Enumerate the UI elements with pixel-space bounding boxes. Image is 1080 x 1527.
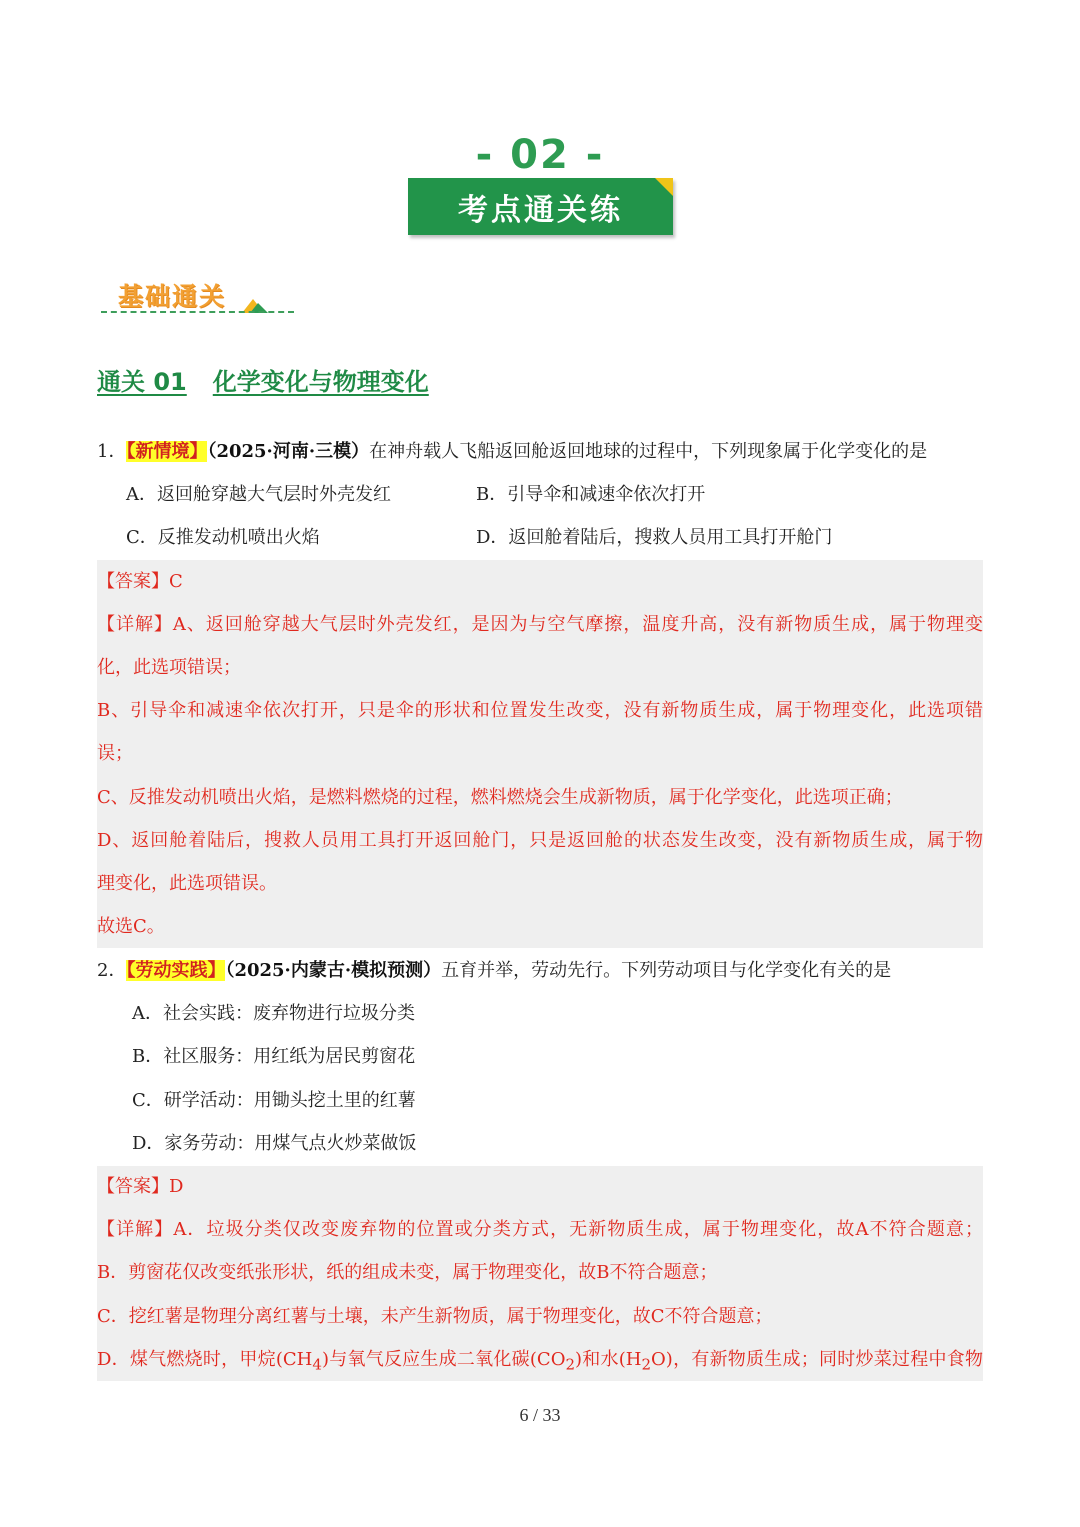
explanation-line: [97, 1347, 983, 1378]
question-source: （2025·河南·三模）: [207, 441, 370, 462]
formula-subscript: 4: [312, 1355, 322, 1374]
question-number: 1．: [97, 441, 127, 462]
option-a: A．社会实践：废弃物进行垃圾分类: [132, 1003, 415, 1024]
formula-text: D．煤气燃烧时，甲烷(CH: [97, 1349, 313, 1370]
formula-subscript: 2: [641, 1355, 652, 1374]
explanation-line: B、引导伞和减速伞依次打开，只是伞的形状和位置发生改变，没有新物质生成，属于物理变化，此选项错: [97, 700, 983, 721]
section-label: 基础通关: [118, 282, 227, 311]
option-d: D．返回舱着陆后，搜救人员用工具打开舱门: [476, 527, 833, 548]
explanation-line: B．剪窗花仅改变纸张形状，纸的组成未变，属于物理变化，故B不符合题意；: [97, 1262, 718, 1283]
question-tag: 【劳动实践】: [126, 960, 226, 981]
topic-title: 化学变化与物理变化: [212, 368, 429, 396]
option-d: D．家务劳动：用煤气点火炒菜做饭: [132, 1133, 417, 1154]
question-stem: [97, 439, 927, 465]
answer-box: [97, 560, 983, 948]
answer-box: [97, 1166, 983, 1381]
explanation-line: C．挖红薯是物理分离红薯与土壤，未产生新物质，属于物理变化，故C不符合题意；: [97, 1306, 773, 1327]
explanation-line: D、返回舱着陆后，搜救人员用工具打开返回舱门，只是返回舱的状态发生改变，没有新物质生成，属于物: [97, 830, 983, 851]
explanation-line: 化，此选项错误；: [97, 657, 241, 678]
banner-title: 考点通关练: [458, 192, 623, 228]
option-c: C．研学活动：用锄头挖土里的红薯: [132, 1090, 416, 1111]
question-text: 五育并举，劳动先行。下列劳动项目与化学变化有关的是: [441, 960, 892, 981]
chapter-banner: [408, 178, 673, 235]
topic-code: 通关 01: [97, 368, 187, 396]
explanation-line: 故选C。: [97, 916, 165, 937]
formula-text: )与氧气反应生成二氧化碳(CO: [321, 1349, 566, 1370]
question-source: （2025·内蒙古·模拟预测）: [225, 960, 442, 981]
explanation-line: 【详解】A、返回舱穿越大气层时外壳发红，是因为与空气摩擦，温度升高，没有新物质生成，属于物理变: [97, 614, 983, 635]
formula-text: )和水(H: [575, 1349, 642, 1370]
option-a: A．返回舱穿越大气层时外壳发红: [126, 484, 391, 505]
page-number: 6 / 33: [519, 1405, 561, 1425]
answer-line: 【答案】D: [97, 1176, 184, 1197]
explanation-line: C、反推发动机喷出火焰，是燃料燃烧的过程，燃料燃烧会生成新物质，属于化学变化，此选项正确；: [97, 787, 903, 808]
question-text: 在神舟载人飞船返回舱返回地球的过程中，下列现象属于化学变化的是: [369, 441, 928, 462]
option-b: B．引导伞和减速伞依次打开: [476, 484, 706, 505]
section-label-underline: [101, 311, 294, 313]
formula-text: O)，有新物质生成；同时炒菜过程中食物: [651, 1349, 983, 1370]
option-b: B．社区服务：用红纸为居民剪窗花: [132, 1046, 416, 1067]
question-number: 2．: [97, 960, 127, 981]
section-number: - 02 -: [475, 132, 605, 178]
topic-heading: [97, 362, 429, 397]
explanation-line: 理变化，此选项错误。: [97, 873, 277, 894]
explanation-line: 误；: [97, 743, 133, 764]
formula-subscript: 2: [565, 1355, 576, 1374]
question-stem: [97, 958, 891, 984]
option-c: C．反推发动机喷出火焰: [126, 527, 320, 548]
explanation-line: 【详解】A．垃圾分类仅改变废弃物的位置或分类方式，无新物质生成，属于物理变化，故A不符合题意；: [97, 1219, 983, 1240]
answer-line: 【答案】C: [97, 571, 183, 592]
banner-corner-decoration: [655, 178, 673, 196]
question-tag: 【新情境】: [126, 441, 208, 462]
